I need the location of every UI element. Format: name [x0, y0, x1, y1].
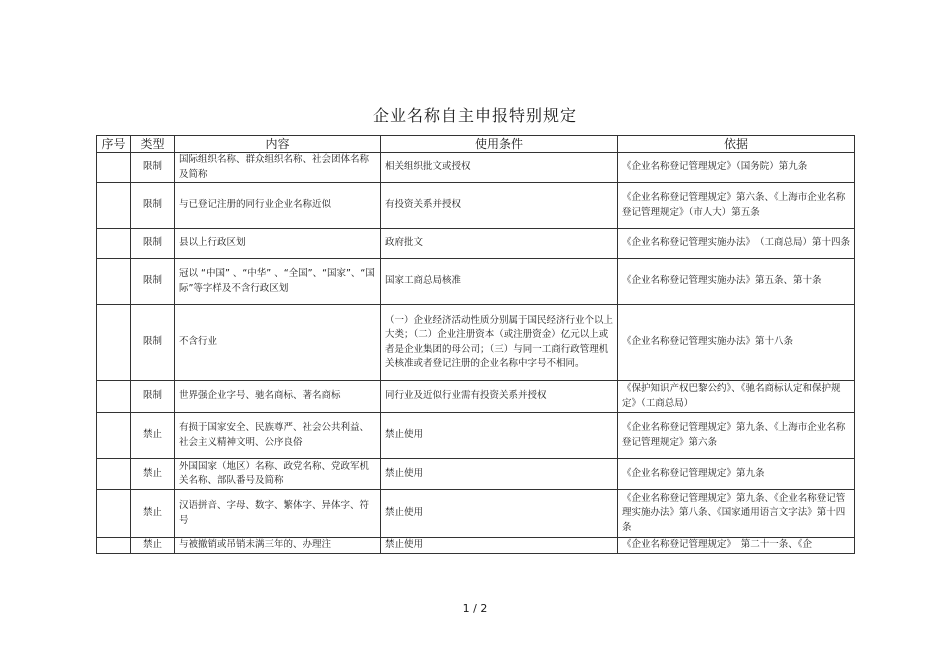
row-content: 有损于国家安全、民族尊严、社会公共利益、社会主义精神文明、公序良俗	[175, 413, 381, 459]
row-content: 冠以 “中国” 、“中华” 、“全国”、“国家”、“国际”等字样及不含行政区划	[175, 259, 381, 305]
row-condition: 禁止使用	[381, 538, 618, 554]
row-condition: 相关组织批文或授权	[381, 153, 618, 183]
row-type: 限制	[131, 259, 175, 305]
header-content: 内容	[175, 136, 381, 153]
row-basis: 《企业名称登记管理实施办法》第十八条	[618, 305, 855, 381]
row-type: 限制	[131, 305, 175, 381]
table-row	[97, 459, 855, 490]
regulations-table	[96, 135, 855, 554]
row-basis: 《企业名称登记管理规定》第九条	[618, 459, 855, 490]
row-type: 限制	[131, 183, 175, 229]
row-basis: 《保护知识产权巴黎公约》、《驰名商标认定和保护规定》（工商总局）	[618, 381, 855, 413]
header-index: 序号	[97, 136, 131, 153]
row-content: 汉语拼音、字母、数字、繁体字、异体字、符号	[175, 490, 381, 538]
document-title: 企业名称自主申报特别规定	[372, 106, 577, 125]
row-condition: 禁止使用	[381, 490, 618, 538]
row-type: 禁止	[131, 538, 175, 554]
row-type: 限制	[131, 381, 175, 413]
header-type: 类型	[131, 136, 175, 153]
row-index	[97, 305, 131, 381]
row-index	[97, 259, 131, 305]
table-row	[97, 538, 855, 554]
row-condition: （一）企业经济活动性质分别属于国民经济行业个以上大类；（二）企业注册资本（或注册资金）亿元以上或者是企业集团的母公司；（三）与同一工商行政管理机关核准或者登记注册的企业名称中字号不相同。	[381, 305, 618, 381]
table-row	[97, 229, 855, 259]
row-index	[97, 413, 131, 459]
table-row	[97, 381, 855, 413]
row-index	[97, 153, 131, 183]
row-index	[97, 459, 131, 490]
row-content: 国际组织名称、群众组织名称、社会团体名称及简称	[175, 153, 381, 183]
row-type: 限制	[131, 229, 175, 259]
table-row	[97, 153, 855, 183]
row-basis: 《企业名称登记管理规定》 第二十一条、《企	[618, 538, 855, 554]
row-content: 世界强企业字号、驰名商标、著名商标	[175, 381, 381, 413]
row-condition: 禁止使用	[381, 459, 618, 490]
row-condition: 同行业及近似行业需有投资关系并授权	[381, 381, 618, 413]
table-row	[97, 259, 855, 305]
row-content: 与被撤销或吊销未满三年的、办理注	[175, 538, 381, 554]
table-header-row	[97, 136, 855, 153]
table-row	[97, 183, 855, 229]
row-index	[97, 183, 131, 229]
header-basis: 依据	[618, 136, 855, 153]
row-content: 县以上行政区划	[175, 229, 381, 259]
table-row	[97, 305, 855, 381]
table-row	[97, 413, 855, 459]
table-row	[97, 490, 855, 538]
row-index	[97, 229, 131, 259]
row-content: 与已登记注册的同行业企业名称近似	[175, 183, 381, 229]
row-index	[97, 538, 131, 554]
row-basis: 《企业名称登记管理规定》（国务院）第九条	[618, 153, 855, 183]
row-condition: 政府批文	[381, 229, 618, 259]
header-condition: 使用条件	[381, 136, 618, 153]
row-type: 禁止	[131, 413, 175, 459]
row-basis: 《企业名称登记管理实施办法》第五条、第十条	[618, 259, 855, 305]
row-condition: 国家工商总局核准	[381, 259, 618, 305]
row-type: 禁止	[131, 490, 175, 538]
row-condition: 禁止使用	[381, 413, 618, 459]
row-basis: 《企业名称登记管理实施办法》 （工商总局）第十四条	[618, 229, 855, 259]
row-content: 外国国家（地区）名称、政党名称、党政军机关名称、部队番号及简称	[175, 459, 381, 490]
page-number: 1 / 2	[462, 602, 488, 615]
row-type: 禁止	[131, 459, 175, 490]
row-index	[97, 490, 131, 538]
row-basis: 《企业名称登记管理规定》第九条、《企业名称登记管理实施办法》第八条、《国家通用语言文字法》第十四条	[618, 490, 855, 538]
row-basis: 《企业名称登记管理规定》第六条、《上海市企业名称登记管理规定》（市人大）第五条	[618, 183, 855, 229]
row-condition: 有投资关系并授权	[381, 183, 618, 229]
row-basis: 《企业名称登记管理规定》第九条、《上海市企业名称登记管理规定》第六条	[618, 413, 855, 459]
row-content: 不含行业	[175, 305, 381, 381]
row-type: 限制	[131, 153, 175, 183]
row-index	[97, 381, 131, 413]
